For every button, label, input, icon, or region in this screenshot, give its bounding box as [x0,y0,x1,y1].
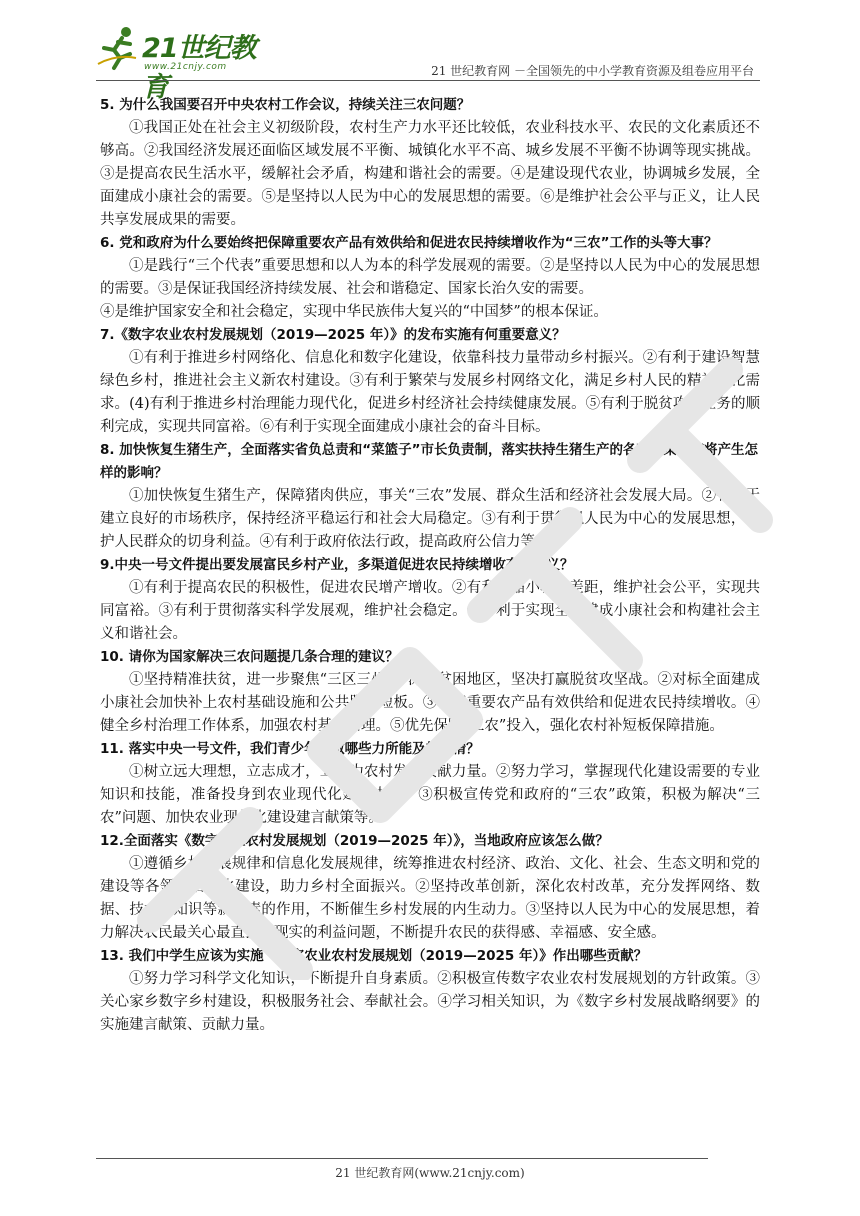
page-footer: 21 世纪教育网(www.21cnjy.com) [335,1166,525,1180]
question-7: 7.《数字农业农村发展规划（2019—2025 年）》的发布实施有何重要意义？ [100,327,566,343]
logo-text: 21世纪教育 [142,33,256,103]
qa-item-13 [100,945,760,1037]
answer-13: ①努力学习科学文化知识，不断提升自身素质。②积极宣传数字农业农村发展规划的方针政策。③关心家乡数字乡村建设，积极服务社会、奉献社会。④学习相关知识，为《数字乡村发展战略纲要》的实施建言献策、贡献力量。 [100,971,760,1033]
answer-6-cont: ④是维护国家安全和社会稳定，实现中华民族伟大复兴的“中国梦”的根本保证。 [100,304,608,320]
page-header [96,22,760,103]
answer-8: ①加快恢复生猪生产，保障猪肉供应，事关“三农”发展、群众生活和经济社会发展大局。②有利于建立良好的市场秩序，保持经济平稳运行和社会大局稳定。③有利于贯彻以人民为中心的发展思想，维护人民群众的切身利益。④有利于政府依法行政，提高政府公信力等。 [100,488,760,550]
answer-7: ①有利于推进乡村网络化、信息化和数字化建设，依靠科技力量带动乡村振兴。②有利于建设智慧绿色乡村，推进社会主义新农村建设。③有利于繁荣与发展乡村网络文化，满足乡村人民的精神文化需求。(4)有利于推进乡村治理能力现代化，促进乡村经济社会持续健康发展。⑤有利于脱贫攻坚任务的顺利完成，实现共同富裕。⑥有利于实现全面建成小康社会的奋斗目标。 [100,350,760,435]
answer-11: ①树立远大理想，立志成才，立志为农村发展贡献力量。②努力学习，掌握现代化建设需要的专业知识和技能，准备投身到农业现代化建设中去。③积极宣传党和政府的“三农”政策，积极为解决“三农”问题、加快农业现代化建设建言献策等。 [100,764,760,826]
qa-item-6 [100,232,760,324]
logo [96,22,266,103]
question-8: 8. 加快恢复生猪生产，全面落实省负总责和“菜篮子”市长负责制，落实扶持生猪生产的各项政策措施将产生怎样的影响？ [100,442,758,481]
question-11: 11. 落实中央一号文件，我们青少年能做哪些力所能及的事情？ [100,741,480,757]
question-12: 12.全面落实《数字农业农村发展规划（2019—2025 年）》，当地政府应该怎么做？ [100,833,609,849]
question-5: 5. 为什么我国要召开中央农村工作会议，持续关注三农问题？ [100,97,471,113]
runner-logo-icon [96,24,140,72]
header-tagline: 21 世纪教育网 －全国领先的中小学教育资源及组卷应用平台 [431,64,754,78]
answer-9: ①有利于提高农民的积极性，促进农民增产增收。②有利于缩小城乡差距，维护社会公平，实现共同富裕。③有利于贯彻落实科学发展观，维护社会稳定。④有利于实现全面建成小康社会和构建社会主义和谐社会。 [100,580,760,642]
qa-item-7 [100,324,760,439]
qa-item-10 [100,646,760,738]
footer-divider [96,1158,708,1159]
qa-item-8 [100,439,760,554]
question-6: 6. 党和政府为什么要始终把保障重要农产品有效供给和促进农民持续增收作为“三农”工作的头等大事？ [100,235,718,251]
qa-item-12 [100,830,760,945]
qa-item-5 [100,94,760,232]
qa-item-11 [100,738,760,830]
answer-12: ①遵循乡村发展规律和信息化发展规律，统筹推进农村经济、政治、文化、社会、生态文明和党的建设等各领域信息化建设，助力乡村全面振兴。②坚持改革创新，深化农村改革，充分发挥网络、数据、技术和知识等新要素的作用，不断催生乡村发展的内生动力。③坚持以人民为中心的发展思想，着力解决农民最关心最直接最现实的利益问题，不断提升农民的获得感、幸福感、安全感。 [100,856,760,941]
answer-10: ①坚持精准扶贫，进一步聚焦“三区三州”等深度贫困地区，坚决打赢脱贫攻坚战。②对标全面建成小康社会加快补上农村基础设施和公共服务短板。③保障重要农产品有效供给和促进农民持续增收。④健全乡村治理工作体系，加强农村基层治理。⑤优先保障“三农”投入，强化农村补短板保障措施。 [100,672,760,734]
question-9: 9.中央一号文件提出要发展富民乡村产业，多渠道促进农民持续增收有何意义？ [100,557,574,573]
question-13: 13. 我们中学生应该为实施《数字农业农村发展规划（2019—2025 年）》作出哪些贡献？ [100,948,648,964]
logo-url: www.21cnjy.com [144,62,227,72]
answer-5: ①我国正处在社会主义初级阶段，农村生产力水平还比较低，农业科技水平、农民的文化素质还不够高。②我国经济发展还面临区域发展不平衡、城镇化水平不高、城乡发展不平衡不协调等现实挑战。③是提高农民生活水平，缓解社会矛盾，构建和谐社会的需要。④是建设现代农业，协调城乡发展，全面建成小康社会的需要。⑤是坚持以人民为中心的发展思想的需要。⑥是维护社会公平与正义，让人民共享发展成果的需要。 [100,120,760,228]
header-divider [96,80,760,81]
document-body [100,94,760,1037]
qa-item-9 [100,554,760,646]
question-10: 10. 请你为国家解决三农问题提几条合理的建议？ [100,649,399,665]
answer-6: ①是践行“三个代表”重要思想和以人为本的科学发展观的需要。②是坚持以人民为中心的发展思想的需要。③是保证我国经济持续发展、社会和谐稳定、国家长治久安的需要。 [100,258,760,297]
